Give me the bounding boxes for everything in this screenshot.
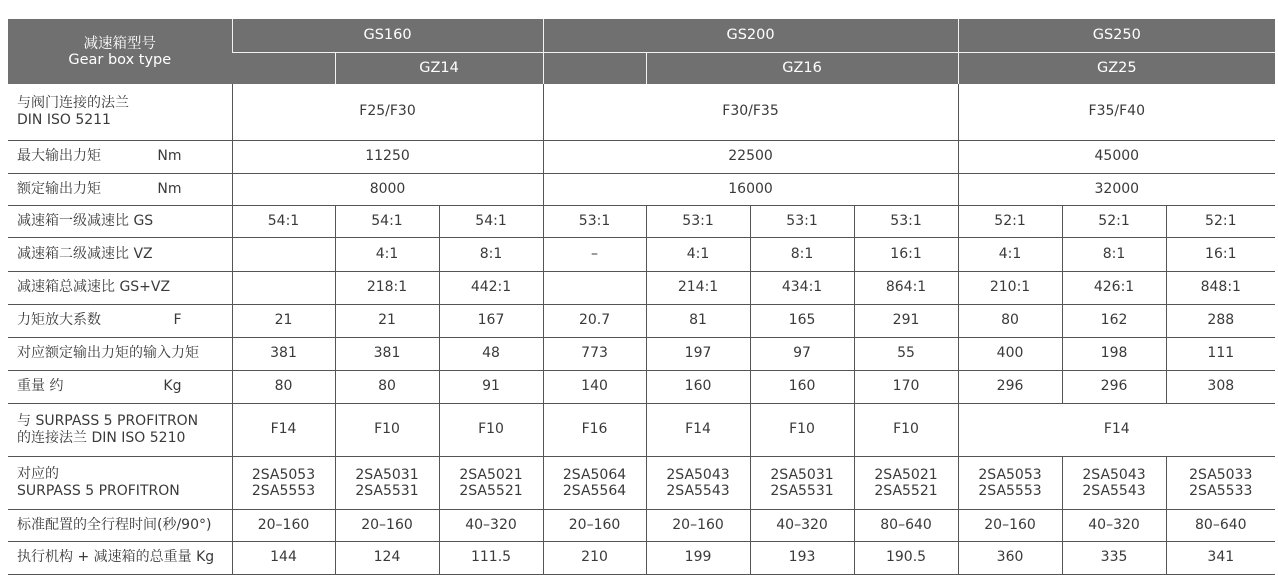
cell: 124: [335, 541, 439, 574]
cell: 8:1: [439, 237, 543, 271]
cell: 335: [1062, 541, 1166, 574]
table-row: [8, 304, 1275, 337]
cell: 54:1: [335, 205, 439, 237]
cell: 20–160: [232, 509, 335, 541]
cell: 80: [958, 304, 1062, 337]
cell: 48: [439, 337, 543, 370]
cell: 16000: [543, 173, 958, 205]
cell: 144: [232, 541, 335, 574]
cell: 2SA5021 2SA5521: [854, 456, 958, 509]
cell: 53:1: [646, 205, 750, 237]
gz-header: GZ25: [958, 52, 1275, 84]
row-label: 减速箱总减速比 GS+VZ: [8, 271, 232, 304]
cell: 296: [958, 370, 1062, 403]
cell: [232, 271, 335, 304]
cell: 381: [335, 337, 439, 370]
cell: 198: [1062, 337, 1166, 370]
cell: 442:1: [439, 271, 543, 304]
cell: 80–640: [854, 509, 958, 541]
cell: 53:1: [854, 205, 958, 237]
cell: 288: [1166, 304, 1275, 337]
cell: 8:1: [1062, 237, 1166, 271]
row-label: 减速箱二级减速比 VZ: [8, 237, 232, 271]
row-label: 最大输出力矩 Nm: [8, 140, 232, 173]
cell: 4:1: [646, 237, 750, 271]
cell: F14: [646, 403, 750, 456]
cell: 210: [543, 541, 646, 574]
gz-header-empty: [232, 52, 335, 84]
row-label: 与阀门连接的法兰 DIN ISO 5211: [8, 84, 232, 140]
cell: 53:1: [543, 205, 646, 237]
gz-header: GZ16: [646, 52, 958, 84]
table-row: [8, 370, 1275, 403]
cell: 80: [232, 370, 335, 403]
cell: 52:1: [958, 205, 1062, 237]
cell: F10: [854, 403, 958, 456]
cell: 2SA5031 2SA5531: [335, 456, 439, 509]
cell: F30/F35: [543, 84, 958, 140]
cell: 4:1: [958, 237, 1062, 271]
cell: 360: [958, 541, 1062, 574]
cell: 81: [646, 304, 750, 337]
cell: 2SA5064 2SA5564: [543, 456, 646, 509]
cell: 52:1: [1062, 205, 1166, 237]
cell: F14: [958, 403, 1275, 456]
cell: 400: [958, 337, 1062, 370]
cell: 2SA5031 2SA5531: [750, 456, 854, 509]
table-row: [8, 509, 1275, 541]
gearbox-type-header: 减速箱型号 Gear box type: [8, 19, 232, 84]
row-label: 减速箱一级减速比 GS: [8, 205, 232, 237]
row-label: 与 SURPASS 5 PROFITRON 的连接法兰 DIN ISO 5210: [8, 403, 232, 456]
cell: 190.5: [854, 541, 958, 574]
cell: 210:1: [958, 271, 1062, 304]
cell: 162: [1062, 304, 1166, 337]
cell: 140: [543, 370, 646, 403]
cell: 40–320: [1062, 509, 1166, 541]
table-row: [8, 403, 1275, 456]
cell: 434:1: [750, 271, 854, 304]
cell: F25/F30: [232, 84, 543, 140]
cell: 341: [1166, 541, 1275, 574]
cell: 20–160: [543, 509, 646, 541]
cell: 2SA5043 2SA5543: [646, 456, 750, 509]
table-row: [8, 140, 1275, 173]
cell: F10: [335, 403, 439, 456]
table-row: [8, 205, 1275, 237]
cell: 32000: [958, 173, 1275, 205]
table-row: [8, 541, 1275, 574]
cell: 97: [750, 337, 854, 370]
cell: 426:1: [1062, 271, 1166, 304]
row-label: 力矩放大系数 F: [8, 304, 232, 337]
cell: 864:1: [854, 271, 958, 304]
cell: 2SA5053 2SA5553: [232, 456, 335, 509]
cell: 170: [854, 370, 958, 403]
cell: 296: [1062, 370, 1166, 403]
cell: –: [543, 237, 646, 271]
row-label: 重量 约 Kg: [8, 370, 232, 403]
table-row: [8, 84, 1275, 140]
cell: 54:1: [232, 205, 335, 237]
cell: 197: [646, 337, 750, 370]
cell: 40–320: [439, 509, 543, 541]
cell: F14: [232, 403, 335, 456]
row-label: 执行机构 + 减速箱的总重量 Kg: [8, 541, 232, 574]
cell: 11250: [232, 140, 543, 173]
cell: 214:1: [646, 271, 750, 304]
cell: 21: [335, 304, 439, 337]
cell: 308: [1166, 370, 1275, 403]
cell: F10: [750, 403, 854, 456]
cell: 199: [646, 541, 750, 574]
cell: 91: [439, 370, 543, 403]
cell: 40–320: [750, 509, 854, 541]
cell: 165: [750, 304, 854, 337]
cell: 20–160: [958, 509, 1062, 541]
cell: 160: [646, 370, 750, 403]
gs-header: GS250: [958, 19, 1275, 52]
cell: 773: [543, 337, 646, 370]
gearbox-spec-table: [8, 19, 1275, 575]
gz-header: GZ14: [335, 52, 543, 84]
table-row: [8, 237, 1275, 271]
cell: 291: [854, 304, 958, 337]
table-row: [8, 271, 1275, 304]
gs-header: GS160: [232, 19, 543, 52]
cell: F10: [439, 403, 543, 456]
cell: [232, 237, 335, 271]
cell: 20–160: [646, 509, 750, 541]
cell: 8000: [232, 173, 543, 205]
cell: 111.5: [439, 541, 543, 574]
table-row: [8, 337, 1275, 370]
cell: 53:1: [750, 205, 854, 237]
header-row-gs: [8, 19, 1275, 52]
cell: 21: [232, 304, 335, 337]
cell: 2SA5033 2SA5533: [1166, 456, 1275, 509]
cell: 111: [1166, 337, 1275, 370]
cell: 218:1: [335, 271, 439, 304]
cell: F16: [543, 403, 646, 456]
cell: 54:1: [439, 205, 543, 237]
cell: 52:1: [1166, 205, 1275, 237]
gz-header-empty: [543, 52, 646, 84]
cell: 2SA5021 2SA5521: [439, 456, 543, 509]
cell: 381: [232, 337, 335, 370]
table-row: [8, 173, 1275, 205]
table-row: [8, 456, 1275, 509]
cell: 55: [854, 337, 958, 370]
cell: 22500: [543, 140, 958, 173]
cell: 8:1: [750, 237, 854, 271]
cell: 80–640: [1166, 509, 1275, 541]
cell: [543, 271, 646, 304]
cell: 20.7: [543, 304, 646, 337]
gs-header: GS200: [543, 19, 958, 52]
row-label: 对应额定输出力矩的输入力矩: [8, 337, 232, 370]
row-label: 额定输出力矩 Nm: [8, 173, 232, 205]
cell: 80: [335, 370, 439, 403]
cell: F35/F40: [958, 84, 1275, 140]
cell: 193: [750, 541, 854, 574]
cell: 16:1: [1166, 237, 1275, 271]
row-label: 标准配置的全行程时间(秒/90°): [8, 509, 232, 541]
cell: 167: [439, 304, 543, 337]
cell: 4:1: [335, 237, 439, 271]
cell: 2SA5053 2SA5553: [958, 456, 1062, 509]
cell: 2SA5043 2SA5543: [1062, 456, 1166, 509]
cell: 160: [750, 370, 854, 403]
row-label: 对应的 SURPASS 5 PROFITRON: [8, 456, 232, 509]
cell: 45000: [958, 140, 1275, 173]
cell: 20–160: [335, 509, 439, 541]
cell: 848:1: [1166, 271, 1275, 304]
cell: 16:1: [854, 237, 958, 271]
